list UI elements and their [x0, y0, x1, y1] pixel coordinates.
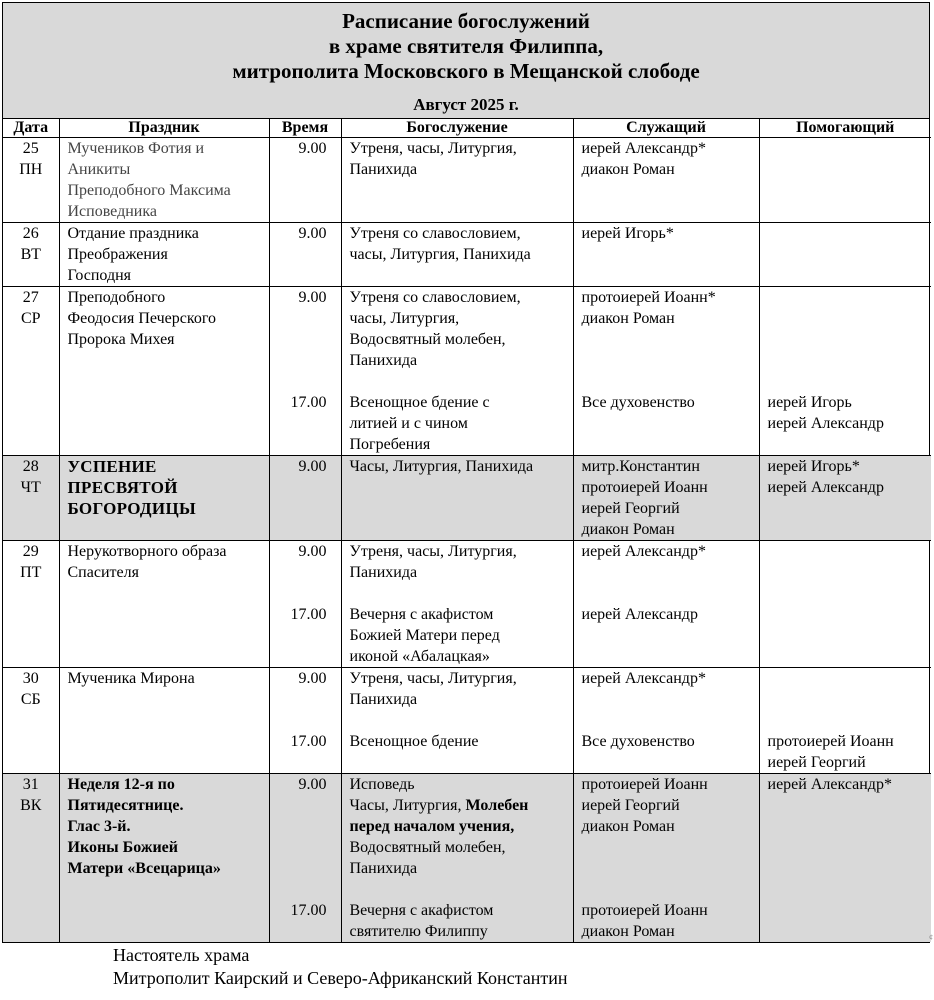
schedule-header	[3, 3, 929, 119]
feast-line: Иконы Божией	[67, 839, 178, 856]
schedule-day-row	[3, 774, 931, 943]
assistant-cell	[759, 287, 931, 456]
date-cell	[3, 456, 59, 541]
feast-cell	[59, 541, 269, 668]
service-cell	[341, 138, 573, 223]
celebrant-name: диакон Роман	[581, 818, 675, 835]
column-header-row	[3, 119, 931, 138]
celebrant-name: протоиерей Иоанн	[581, 479, 708, 496]
col-header-celebrant: Служащий	[573, 119, 759, 138]
date-cell	[3, 138, 59, 223]
footer-line: Митрополит Каирский и Северо-Африканский Константин	[113, 968, 568, 988]
feast-line: Матери «Всецарица»	[67, 860, 221, 877]
service-line: Утреня, часы, Литургия,	[349, 543, 517, 560]
celebrant-name: диакон Роман	[581, 521, 675, 538]
feast-line: Мученика Мирона	[67, 670, 195, 687]
service-line: Панихида	[349, 691, 418, 708]
time-cell	[269, 138, 341, 223]
service-line: Вечерня с акафистом	[349, 606, 494, 623]
feast-cell	[59, 668, 269, 774]
schedule-title-line: митрополита Московского в Мещанской слободе	[232, 59, 700, 83]
time-cell	[269, 668, 341, 774]
celebrant-name: иерей Александр*	[581, 543, 706, 560]
service-cell	[341, 541, 573, 668]
day-number: 26	[22, 225, 39, 242]
service-time: 9.00	[298, 289, 327, 306]
col-header-assistant: Помогающий	[759, 119, 931, 138]
day-number: 27	[22, 289, 39, 306]
feast-line: Глас 3-й.	[67, 818, 131, 835]
time-cell	[269, 541, 341, 668]
assistant-name: иерей Игорь	[767, 394, 852, 411]
feast-line: Мучеников Фотия и	[67, 140, 205, 157]
service-line: иконой «Абалацкая»	[349, 648, 490, 665]
date-cell	[3, 668, 59, 774]
service-line: Панихида	[349, 564, 418, 581]
assistant-cell	[759, 668, 931, 774]
assistant-name: иерей Александр	[767, 479, 884, 496]
weekday-label: СР	[20, 310, 41, 327]
assistant-cell	[759, 774, 931, 943]
date-cell	[3, 541, 59, 668]
service-line: литией и с чином	[349, 415, 468, 432]
assistant-name: иерей Георгий	[767, 754, 866, 771]
celebrant-name: Все духовенство	[581, 733, 695, 750]
celebrant-name: протоиерей Иоанн	[581, 902, 708, 919]
assistant-name: иерей Александр*	[767, 776, 892, 793]
service-line: Вечерня с акафистом	[349, 902, 494, 919]
col-header-date: Дата	[3, 119, 59, 138]
service-line: перед началом учения,	[349, 818, 515, 835]
assistant-name: протоиерей Иоанн	[767, 733, 894, 750]
celebrant-cell	[573, 287, 759, 456]
time-cell	[269, 287, 341, 456]
assistant-name: иерей Александр	[767, 415, 884, 432]
day-number: 29	[22, 543, 39, 560]
service-time: 9.00	[298, 458, 327, 475]
time-cell	[269, 774, 341, 943]
schedule-day-row	[3, 138, 931, 223]
feast-cell	[59, 223, 269, 287]
service-time: 9.00	[298, 670, 327, 687]
schedule-day-row	[3, 223, 931, 287]
celebrant-name: иерей Александр	[581, 606, 698, 623]
schedule-day-row	[3, 668, 931, 774]
footer-line: Настоятель храма	[113, 945, 250, 965]
feast-line: Феодосия Печерского	[67, 310, 216, 327]
day-number: 25	[22, 140, 39, 157]
service-time: 9.00	[298, 776, 327, 793]
weekday-label: ПН	[19, 161, 43, 178]
service-line: Утреня со славословием,	[349, 289, 521, 306]
service-line: Водосвятный молебен,	[349, 839, 506, 856]
day-number: 28	[22, 458, 39, 475]
celebrant-name: иерей Александр*	[581, 670, 706, 687]
service-line: Погребения	[349, 436, 431, 453]
service-line: Утреня, часы, Литургия,	[349, 140, 517, 157]
celebrant-name: диакон Роман	[581, 923, 675, 940]
feast-line: Пятидесятнице.	[67, 797, 184, 814]
service-line: Исповедь	[349, 776, 415, 793]
service-line: Всенощное бдение с	[349, 394, 490, 411]
feast-line: Нерукотворного образа	[67, 543, 227, 560]
schedule-day-row	[3, 456, 931, 541]
col-header-service: Богослужение	[341, 119, 573, 138]
feast-line: Преображения	[67, 246, 168, 263]
service-line: Утреня со славословием,	[349, 225, 521, 242]
celebrant-name: иерей Георгий	[581, 500, 680, 517]
celebrant-cell	[573, 774, 759, 943]
service-time: 9.00	[298, 140, 327, 157]
assistant-cell	[759, 541, 931, 668]
service-time: 17.00	[290, 733, 327, 750]
service-cell	[341, 456, 573, 541]
celebrant-name: протоиерей Иоанн	[581, 776, 708, 793]
feast-line: ПРЕСВЯТОЙ	[67, 478, 178, 497]
assistant-cell	[759, 138, 931, 223]
celebrant-name: иерей Александр*	[581, 140, 706, 157]
celebrant-name: протоиерей Иоанн*	[581, 289, 716, 306]
celebrant-cell	[573, 138, 759, 223]
schedule-day-row	[3, 541, 931, 668]
feast-cell	[59, 456, 269, 541]
footer-signature	[113, 944, 568, 990]
feast-line: БОГОРОДИЦЫ	[67, 499, 196, 518]
celebrant-name: диакон Роман	[581, 310, 675, 327]
feast-line: Преподобного	[67, 289, 166, 306]
service-time: 17.00	[290, 606, 327, 623]
service-cell	[341, 774, 573, 943]
service-line: святителю Филиппу	[349, 923, 488, 940]
service-time: 9.00	[298, 225, 327, 242]
schedule-sheet	[2, 2, 930, 943]
feast-line: Неделя 12-я по	[67, 776, 175, 793]
celebrant-cell	[573, 668, 759, 774]
assistant-cell	[759, 456, 931, 541]
schedule-month: Август 2025 г.	[413, 95, 519, 114]
celebrant-name: иерей Игорь*	[581, 225, 674, 242]
service-line: Панихида	[349, 860, 418, 877]
feast-line: Отдание праздника	[67, 225, 199, 242]
date-cell	[3, 223, 59, 287]
service-time: 9.00	[298, 543, 327, 560]
celebrant-name: Все духовенство	[581, 394, 695, 411]
schedule-title-line: в храме святителя Филиппа,	[328, 34, 604, 58]
service-line: Всенощное бдение	[349, 733, 479, 750]
service-cell	[341, 287, 573, 456]
service-line: Утреня, часы, Литургия,	[349, 670, 517, 687]
service-line: часы, Литургия, Панихида	[349, 246, 531, 263]
schedule-day-row	[3, 287, 931, 456]
service-line: Часы, Литургия, Панихида	[349, 458, 534, 475]
weekday-label: СБ	[20, 691, 41, 708]
weekday-label: ВК	[20, 797, 42, 814]
feast-line: Пророка Михея	[67, 331, 175, 348]
time-cell	[269, 223, 341, 287]
service-time: 17.00	[290, 394, 327, 411]
service-time: 17.00	[290, 902, 327, 919]
service-line: часы, Литургия,	[349, 310, 460, 327]
feast-line: Спасителя	[67, 564, 139, 581]
celebrant-name: диакон Роман	[581, 161, 675, 178]
feast-line: Преподобного Максима	[67, 182, 231, 199]
service-line: Божией Матери перед	[349, 627, 500, 644]
celebrant-cell	[573, 223, 759, 287]
feast-cell	[59, 774, 269, 943]
celebrant-cell	[573, 541, 759, 668]
weekday-label: ПТ	[20, 564, 42, 581]
weekday-label: ЧТ	[20, 479, 41, 496]
schedule-body	[3, 138, 931, 943]
schedule-table	[3, 119, 931, 942]
feast-line: Господня	[67, 267, 132, 284]
feast-line: Исповедника	[67, 203, 157, 220]
service-line: Часы, Литургия, Молебен	[349, 797, 529, 814]
celebrant-name: митр.Константин	[581, 458, 700, 475]
assistant-name: иерей Игорь*	[767, 458, 860, 475]
assistant-cell	[759, 223, 931, 287]
page-edge-mark: ¢	[929, 933, 933, 942]
service-cell	[341, 668, 573, 774]
feast-line: УСПЕНИЕ	[67, 457, 157, 476]
service-cell	[341, 223, 573, 287]
date-cell	[3, 774, 59, 943]
celebrant-cell	[573, 456, 759, 541]
feast-cell	[59, 287, 269, 456]
date-cell	[3, 287, 59, 456]
service-line: Панихида	[349, 352, 418, 369]
service-line: Панихида	[349, 161, 418, 178]
weekday-label: ВТ	[20, 246, 41, 263]
feast-cell	[59, 138, 269, 223]
service-line: Водосвятный молебен,	[349, 331, 506, 348]
feast-line: Аникиты	[67, 161, 131, 178]
day-number: 31	[22, 776, 39, 793]
celebrant-name: иерей Георгий	[581, 797, 680, 814]
time-cell	[269, 456, 341, 541]
col-header-feast: Праздник	[59, 119, 269, 138]
day-number: 30	[22, 670, 39, 687]
col-header-time: Время	[269, 119, 341, 138]
schedule-title-line: Расписание богослужений	[342, 9, 590, 33]
